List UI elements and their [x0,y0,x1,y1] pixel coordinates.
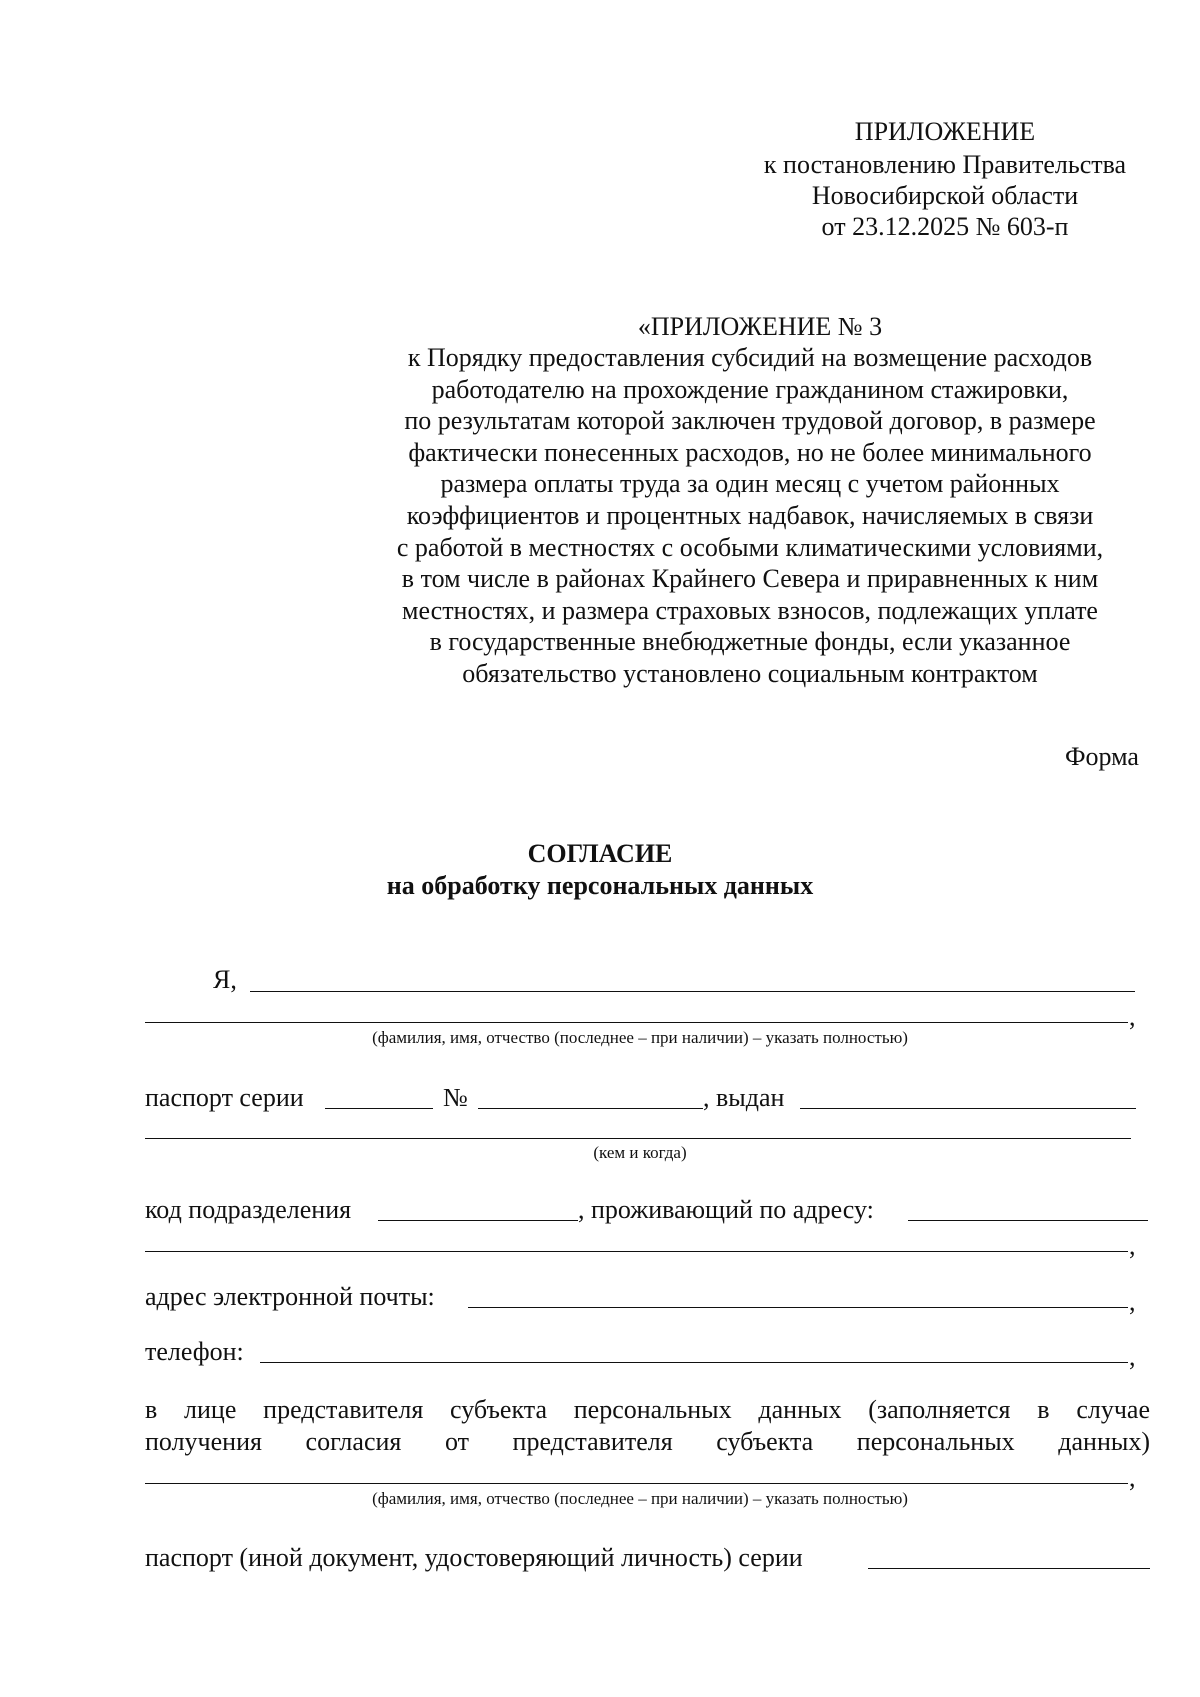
fio-field-line-1[interactable] [250,991,1135,992]
appendix3-line: к Порядку предоставления субсидий на возмещение расходов [407,343,1093,372]
phone-field[interactable] [260,1362,1128,1363]
passport-series-field[interactable] [325,1108,433,1109]
appendix-line-3: от 23.12.2025 № 603-п [821,212,1069,241]
rep-fio-caption: (фамилия, имя, отчество (последнее – при наличии) – указать полностью) [372,1489,908,1508]
appendix-line-1: к постановлению Правительства [763,150,1127,179]
appendix3-line: в том числе в районах Крайнего Севера и приравненных к ним [401,564,1099,594]
consent-title: СОГЛАСИЕ [527,839,673,868]
passport-number-field[interactable] [478,1108,703,1109]
issued-field-line-2[interactable] [145,1138,1131,1139]
appendix3-line: местностях, и размера страховых взносов, подлежащих уплате [402,595,1098,625]
division-code-field[interactable] [378,1220,578,1221]
appendix3-line: размера оплаты труда за один месяц с учетом районных [440,469,1060,499]
residing-label: , проживающий по адресу: [578,1195,874,1224]
appendix-line-2: Новосибирской области [811,181,1079,210]
issued-label: , выдан [703,1083,785,1112]
representative-line-1: в лице представителя субъекта персональных данных (заполняется в случае [145,1395,1150,1424]
issued-field-line-1[interactable] [800,1108,1136,1109]
representative-line-2: получения согласия от представителя субъекта персональных данных) [145,1427,1150,1456]
email-label: адрес электронной почты: [145,1282,435,1311]
address-field-line-1[interactable] [908,1220,1148,1221]
comma: , [1129,1231,1136,1260]
appendix-title: ПРИЛОЖЕНИЕ [854,117,1036,146]
consent-subtitle: на обработку персональных данных [386,871,814,900]
appendix3-line: работодателю на прохождение гражданином стажировки, [431,374,1069,404]
form-label: Форма [1065,742,1139,771]
email-field[interactable] [468,1307,1128,1308]
rep-passport-label: паспорт (иной документ, удостоверяющий личность) серии [145,1543,803,1572]
comma: , [1129,1463,1136,1492]
comma: , [1129,1002,1136,1031]
appendix3-line: коэффициентов и процентных надбавок, начисляемых в связи [406,500,1094,530]
appendix3-line: по результатам которой заключен трудовой договор, в размере [404,406,1096,436]
appendix3-line: обязательство установлено социальным контрактом [462,658,1038,688]
appendix3-body [345,342,1155,690]
passport-series-label: паспорт серии [145,1083,304,1112]
ya-label: Я, [213,965,237,994]
appendix3-line: с работой в местностях с особыми климатическими условиями, [396,532,1104,562]
address-field-line-2[interactable] [145,1251,1128,1252]
appendix3-line: в государственные внебюджетные фонды, если указанное [429,627,1071,657]
phone-label: телефон: [145,1337,244,1366]
rep-passport-series-field[interactable] [868,1568,1150,1569]
comma: , [1129,1342,1136,1371]
passport-number-label: № [443,1083,468,1112]
issued-caption: (кем и когда) [593,1143,687,1162]
rep-fio-field[interactable] [145,1483,1128,1484]
fio-field-line-2[interactable] [145,1022,1128,1023]
comma: , [1129,1287,1136,1316]
division-code-label: код подразделения [145,1195,352,1224]
representative-paragraph [145,1394,1150,1458]
appendix3-line: фактически понесенных расходов, но не более минимального [408,437,1092,467]
appendix3-title: «ПРИЛОЖЕНИЕ № 3 [637,312,883,341]
fio-caption: (фамилия, имя, отчество (последнее – при наличии) – указать полностью) [372,1028,908,1047]
